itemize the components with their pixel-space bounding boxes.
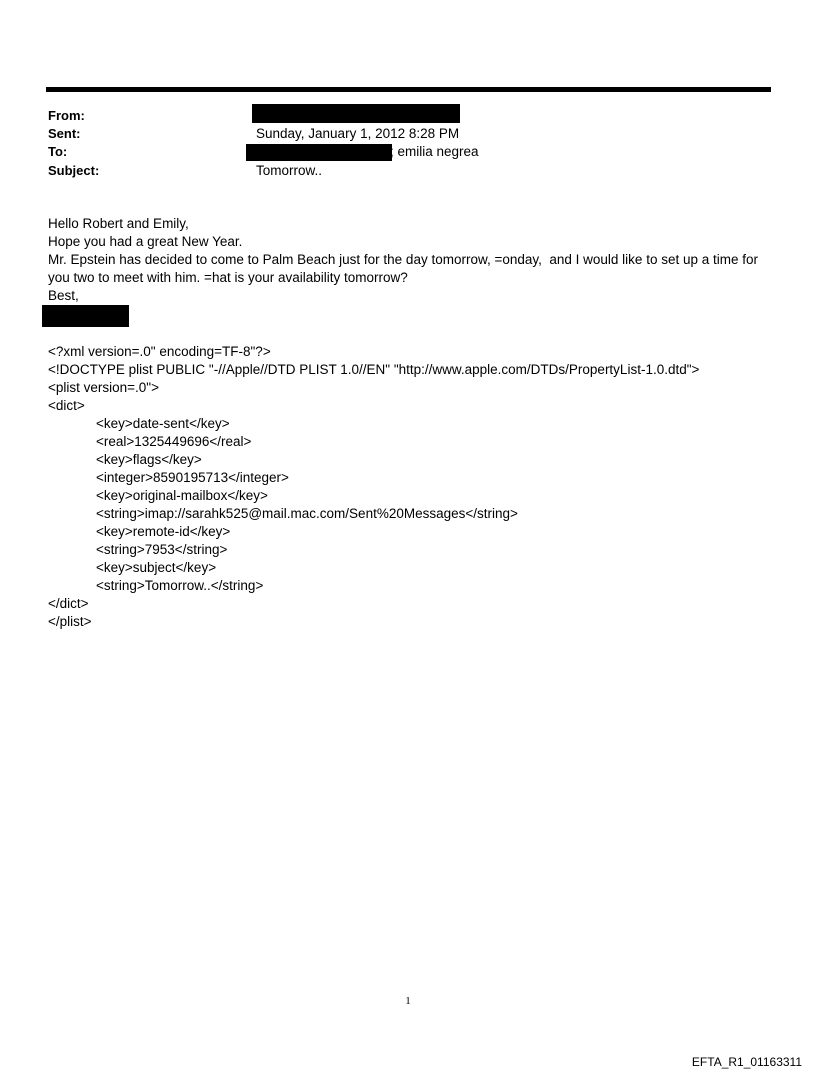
xml-line: <real>1325449696</real> [96, 434, 252, 449]
xml-line: <integer>8590195713</integer> [96, 470, 289, 485]
from-label: From: [48, 108, 85, 123]
to-label: To: [48, 144, 68, 159]
body-line: Best, [48, 288, 79, 303]
xml-line: </dict> [48, 596, 89, 611]
to-value: ; emilia negrea [390, 144, 479, 159]
subject-label: Subject: [48, 163, 100, 178]
xml-line: <key>flags</key> [96, 452, 202, 467]
plist-xml [48, 343, 788, 631]
redacted-to [246, 144, 392, 161]
xml-line: <?xml version=.0" encoding=TF-8"?> [48, 344, 271, 359]
body-line: Hope you had a great New Year. [48, 234, 243, 249]
xml-line: <plist version=.0"> [48, 380, 159, 395]
xml-line: <key>subject</key> [96, 560, 217, 575]
body-line: Mr. Epstein has decided to come to Palm Beach just for the day tomorrow, =onday, and I would like to set up a time for you two to meet with him. =hat is your availability tomorrow? [48, 252, 762, 285]
redacted-signature [42, 305, 129, 327]
sent-value: Sunday, January 1, 2012 8:28 PM [256, 126, 460, 141]
xml-line: </plist> [48, 614, 92, 629]
body-line: Hello Robert and Emily, [48, 216, 189, 231]
page-number: 1 [405, 995, 411, 1007]
sent-label: Sent: [48, 126, 81, 141]
xml-line: <dict> [48, 398, 85, 413]
xml-line: <key>remote-id</key> [96, 524, 231, 539]
xml-line: <string>Tomorrow..</string> [96, 578, 264, 593]
xml-line: <key>date-sent</key> [96, 416, 230, 431]
header-rule [46, 87, 771, 92]
subject-value: Tomorrow.. [256, 163, 323, 178]
message-body [48, 215, 773, 305]
redacted-from [252, 104, 460, 123]
document-id: EFTA_R1_01163311 [691, 1055, 802, 1069]
xml-line: <string>7953</string> [96, 542, 228, 557]
xml-line: <string>imap://sarahk525@mail.mac.com/Sent%20Messages</string> [96, 506, 518, 521]
xml-line: <!DOCTYPE plist PUBLIC "-//Apple//DTD PLIST 1.0//EN" "http://www.apple.com/DTDs/PropertyList-1.0.dtd"> [48, 362, 700, 377]
xml-line: <key>original-mailbox</key> [96, 488, 268, 503]
